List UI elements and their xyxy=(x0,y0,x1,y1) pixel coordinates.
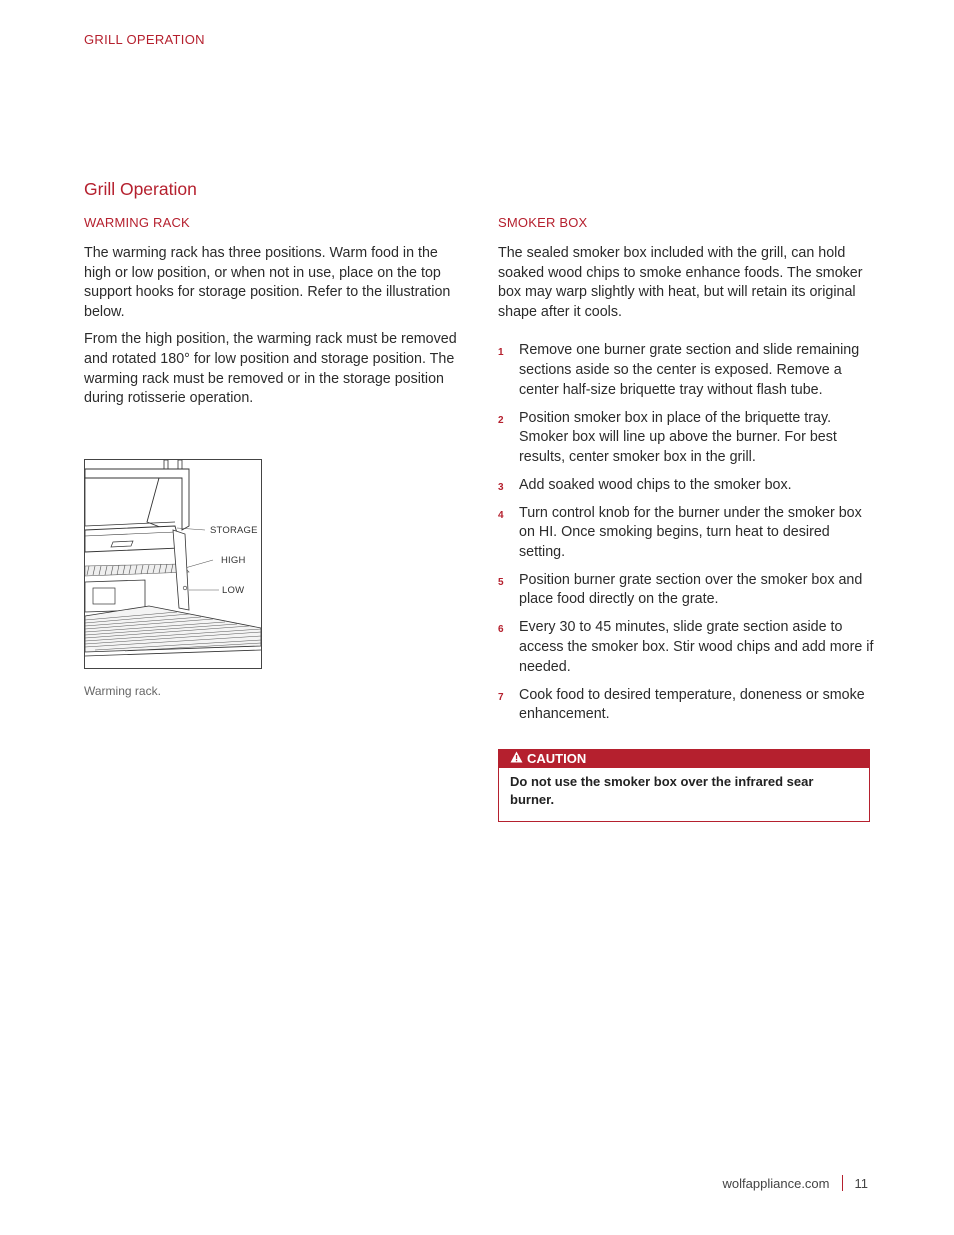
smoker-box-section xyxy=(498,215,876,733)
warning-triangle-icon xyxy=(510,750,523,768)
step-number: 3 xyxy=(498,481,504,493)
page-footer xyxy=(723,1175,868,1191)
step-text: Add soaked wood chips to the smoker box. xyxy=(519,476,792,493)
high-label: HIGH xyxy=(221,555,246,566)
step-text: Cook food to desired temperature, doneness or smoke enhancement. xyxy=(519,686,865,723)
running-head: GRILL OPERATION xyxy=(84,32,205,47)
step-number: 6 xyxy=(498,624,504,636)
warming-rack-paragraph: From the high position, the warming rack must be removed and rotated 180° for low position and storage position. The warming rack must be removed or in the storage position during rotisserie operation. xyxy=(84,331,457,407)
step-item xyxy=(498,618,876,677)
caution-box xyxy=(498,749,870,822)
step-number: 7 xyxy=(498,691,504,703)
step-number: 4 xyxy=(498,509,504,521)
step-text: Position burner grate section over the smoker box and place food directly on the grate. xyxy=(519,571,863,608)
figure-caption: Warming rack. xyxy=(84,684,161,698)
section-title: Grill Operation xyxy=(84,179,197,199)
smoker-box-heading: SMOKER BOX xyxy=(498,215,588,230)
low-label: LOW xyxy=(222,585,245,596)
smoker-box-steps xyxy=(498,341,876,724)
step-number: 5 xyxy=(498,576,504,588)
step-item xyxy=(498,341,876,400)
caution-header xyxy=(499,750,869,768)
warming-rack-illustration xyxy=(84,459,262,669)
step-text: Every 30 to 45 minutes, slide grate section aside to access the smoker box. Stir wood chips and add more if needed. xyxy=(519,619,874,675)
page-number: 11 xyxy=(854,1175,868,1191)
smoker-box-intro: The sealed smoker box included with the grill, can hold soaked wood chips to smoke enhance foods. The smoker box may warp slightly with heat, but will retain its original shape after it cools. xyxy=(498,245,863,320)
step-item xyxy=(498,686,876,725)
storage-label: STORAGE xyxy=(210,525,258,536)
step-item xyxy=(498,504,876,563)
footer-site: wolfappliance.com xyxy=(722,1175,830,1191)
step-text: Remove one burner grate section and slide remaining sections aside so the center is exposed. Remove a center half-size briquette tray without flash tube. xyxy=(519,342,860,398)
footer-divider xyxy=(842,1175,843,1191)
warming-rack-section xyxy=(84,215,459,417)
caution-text: Do not use the smoker box over the infrared sear burner. xyxy=(510,774,814,807)
warming-rack-paragraph: The warming rack has three positions. Warm food in the high or low position, or when not in use, place on the top support hooks for storage position. Refer to the illustration below. xyxy=(84,245,451,320)
step-item xyxy=(498,571,876,610)
warming-rack-heading: WARMING RACK xyxy=(84,215,190,230)
step-text: Position smoker box in place of the briquette tray. Smoker box will line up above the burner. For best results, center smoker box in the grill. xyxy=(519,409,837,465)
step-item xyxy=(498,409,876,468)
step-text: Turn control knob for the burner under the smoker box on HI. Once smoking begins, turn heat to desired setting. xyxy=(519,504,862,560)
step-number: 2 xyxy=(498,414,504,426)
step-item xyxy=(498,476,876,496)
caution-label: CAUTION xyxy=(527,751,587,766)
step-number: 1 xyxy=(498,347,504,359)
